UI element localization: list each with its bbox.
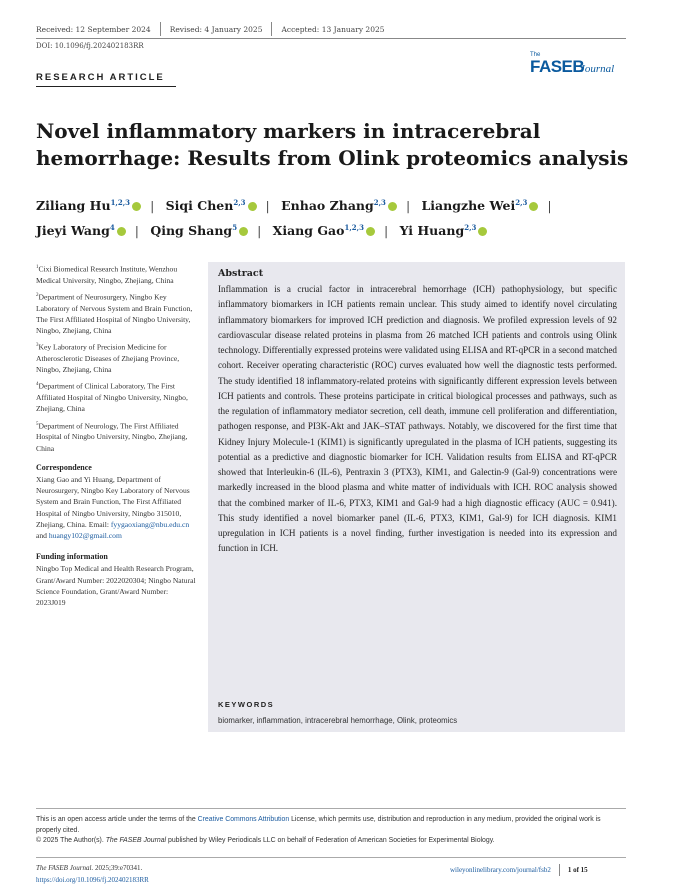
accepted-date: Accepted: 13 January 2025 — [281, 24, 385, 34]
email-link[interactable]: huangy102@gmail.com — [48, 530, 122, 540]
correspondence-text: Xiang Gao and Yi Huang, Department of Neurosurgery, Ningbo Key Laboratory of Nervous System and Brain Function, The First Affiliated Hospital of Ningbo University, Ningbo 315010, Zhejiang, China. Email: fyygaoxiang@nbu.edu.cn and huangy102@gmail.com — [36, 474, 190, 540]
author-list: Ziliang Hu$^{1,2,3}$iD | Siqi Chen$^{2,3}$iD | Enhao Zhang$^{2,3}$iD | Liangzhe Wei$^{2,3}$iD | Jieyi Wang$^4$iD | Qing Shang$^5$iD | Xiang Gao$^{1,2,3}$iD | Yi Huang$^{2,3}$iD — [36, 192, 636, 242]
email-link[interactable]: fyygaoxiang@nbu.edu.cn — [110, 519, 190, 529]
footer-divider — [36, 857, 626, 858]
website-link[interactable]: wileyonlinelibrary.com/journal/fsb2 — [450, 866, 551, 874]
author[interactable]: Enhao Zhang$^{2,3}$ — [281, 198, 386, 214]
footer-divider — [36, 808, 626, 809]
article-dates — [36, 22, 385, 36]
journal-logo[interactable]: The FASEB Journal — [530, 52, 615, 76]
affiliations-column — [36, 262, 196, 608]
keywords-heading: KEYWORDS — [218, 700, 275, 709]
author[interactable]: Qing Shang$^5$ — [150, 223, 238, 239]
affiliation: $^4$Department of Clinical Laboratory, The First Affiliated Hospital of Ningbo University, Ningbo, Zhejiang, China — [36, 381, 188, 414]
orcid-icon[interactable] — [239, 227, 248, 236]
author[interactable]: Siqi Chen$^{2,3}$ — [165, 198, 246, 214]
header-divider — [36, 38, 626, 39]
affiliation: $^3$Key Laboratory of Precision Medicine for Atherosclerotic Diseases of Zhejiang Province, Ningbo, Zhejiang, China — [36, 342, 180, 375]
received-date: Received: 12 September 2024 — [36, 24, 151, 34]
article-type-underline — [36, 86, 176, 87]
cc-license-link[interactable]: Creative Commons Attribution — [197, 816, 290, 823]
orcid-icon[interactable] — [117, 227, 126, 236]
author[interactable]: Xiang Gao$^{1,2,3}$ — [272, 223, 364, 239]
author[interactable]: Yi Huang$^{2,3}$ — [399, 223, 477, 239]
author[interactable]: Ziliang Hu$^{1,2,3}$ — [36, 198, 131, 214]
citation: The FASEB Journal. 2025;39:e70341. https://doi.org/10.1096/fj.202402183RR — [36, 864, 149, 884]
article-type: RESEARCH ARTICLE — [36, 72, 165, 83]
doi[interactable]: DOI: 10.1096/fj.202402183RR — [36, 42, 144, 50]
page-number: 1 of 15 — [567, 866, 588, 874]
funding-text: Ningbo Top Medical and Health Research Program, Grant/Award Number: 2022020304; Ningbo Natural Science Foundation, Grant/Award Number: 2023J019 — [36, 564, 196, 607]
affiliation: $^2$Department of Neurosurgery, Ningbo Key Laboratory of Nervous System and Brain Function, The First Affiliated Hospital of Ningbo University, Ningbo, Zhejiang, China — [36, 292, 193, 336]
orcid-icon[interactable] — [366, 227, 375, 236]
correspondence-heading: Correspondence — [36, 462, 92, 472]
affiliation: $^5$Department of Neurology, The First Affiliated Hospital of Ningbo University, Ningbo, Zhejiang, China — [36, 421, 188, 453]
abstract-heading: Abstract — [218, 268, 264, 279]
orcid-icon[interactable] — [248, 202, 257, 211]
orcid-icon[interactable] — [478, 227, 487, 236]
affiliation: $^1$Cixi Biomedical Research Institute, Wenzhou Medical University, Ningbo, Zhejiang, China — [36, 264, 178, 285]
funding-heading: Funding information — [36, 552, 108, 562]
orcid-icon[interactable] — [529, 202, 538, 211]
keywords-text: biomarker, inflammation, intracerebral hemorrhage, Olink, proteomics — [218, 716, 458, 725]
revised-date: Revised: 4 January 2025 — [169, 24, 263, 34]
author[interactable]: Jieyi Wang$^4$ — [36, 223, 115, 239]
license-text: This is an open access article under the terms of the Creative Commons Attribution License, which permits use, distribution and reproduction in any medium, provided the original work is properly cited. © 2025 The Author(s). The FASEB Journal published by Wiley Periodicals LLC on behalf of Federation of American Societies for Experimental Biology. — [36, 816, 601, 844]
article-title: Novel inflammatory markers in intracerebral hemorrhage: Results from Olink proteomics analysis — [36, 119, 629, 170]
doi-link[interactable]: https://doi.org/10.1096/fj.202402183RR — [36, 876, 149, 884]
footer-right — [450, 864, 588, 876]
author[interactable]: Liangzhe Wei$^{2,3}$ — [421, 198, 528, 214]
abstract-text: Inflammation is a crucial factor in intracerebral hemorrhage (ICH) pathophysiology, but specific inflammatory biomarkers in ICH patients remain unclear. This study aimed to identify novel circulating inflammatory biomarkers for improved ICH prediction and diagnosis. We profiled expression levels of 92 cardiovascular disease related proteins in plasma from 26 matched ICH patients and controls using Olink technology. Differentially expressed proteins were validated using ELISA and RT-qPCR in a second matched cohort. Receiver operating characteristic (ROC) curves evaluated how well the diagnostic tests performed. The study identified 18 inflammatory-related proteins with significantly different expression levels between ICH patients and controls. These proteins participate in critical biological processes and pathways, such as the regulation of inflammatory mediator secretion, cell death, immune cell proliferation and differentiation, pathogen response, and PI3K-Akt and JAK–STAT pathways. Notably, we discovered for the first time that Kidney Injury Molecule-1 (KIM1) is significantly upregulated in the plasma of ICH patients, suggesting its potential as a predictive and diagnostic biomarker for ICH. Validation results from ELISA and RT-qPCR showed that Interleukin-6 (IL-6), Pentraxin 3 (PTX3), KIM1, and Galectin-9 (Gal-9) concentrations were markedly increased in the blood plasma and white matter of individuals with ICH. ROC analysis showed that the combined marker of IL-6, PTX3, KIM1 and Gal-9 had a high diagnostic efficacy (AUC = 0.941). This study identified a novel biomarker panel (IL-6, PTX3, KIM1, Gal-9) for ICH diagnosis. KIM1 upregulation in ICH patients is a novel finding, further investigation is needed into its expression and function in ICH. — [218, 284, 617, 554]
orcid-icon[interactable] — [132, 202, 141, 211]
orcid-icon[interactable] — [388, 202, 397, 211]
